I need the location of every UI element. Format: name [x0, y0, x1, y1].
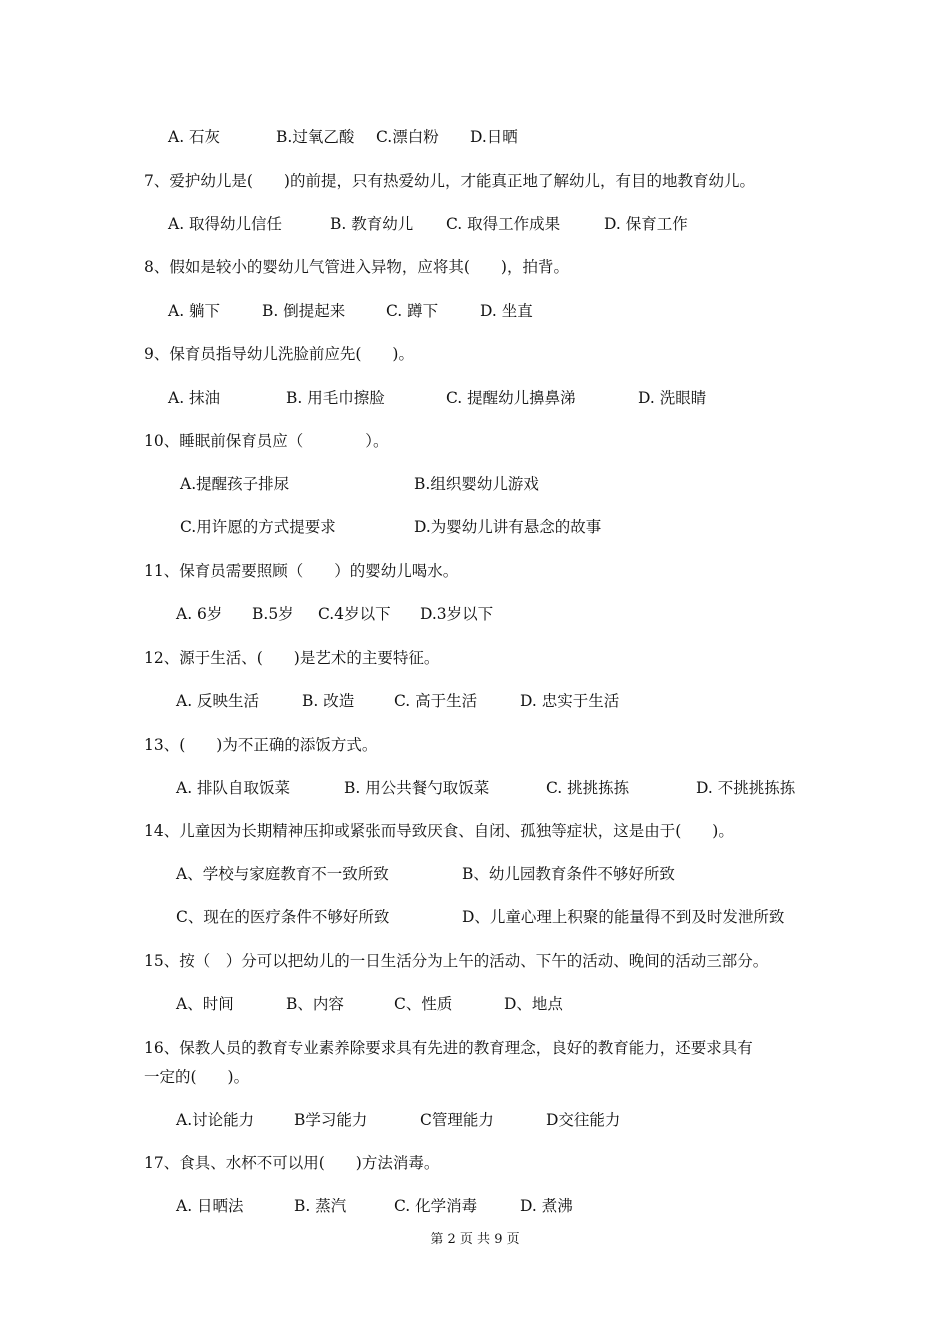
q6-option-c: C.漂白粉 [376, 128, 439, 146]
q6-option-a: A. 石灰 [168, 128, 221, 146]
q8-option-b: B. 倒提起来 [262, 302, 346, 320]
q14-stem: 14、儿童因为长期精神压抑或紧张而导致厌食、自闭、孤独等症状，这是由于( )。 [144, 822, 734, 840]
q7-stem: 7、爱护幼儿是( )的前提，只有热爱幼儿，才能真正地了解幼儿，有目的地教育幼儿。 [144, 172, 755, 190]
q15-option-a: A、时间 [176, 995, 234, 1013]
q9-option-c: C. 提醒幼儿擤鼻涕 [446, 389, 576, 407]
q16-option-d: D交往能力 [546, 1111, 621, 1129]
q11-option-d: D.3岁以下 [420, 605, 494, 623]
q15-option-d: D、地点 [504, 995, 563, 1013]
q7-option-c: C. 取得工作成果 [446, 215, 561, 233]
q16-option-a: A.讨论能力 [176, 1111, 255, 1129]
q14-option-a: A、学校与家庭教育不一致所致 [176, 865, 389, 883]
q9-option-b: B. 用毛巾擦脸 [286, 389, 385, 407]
q10-option-b: B.组织婴幼儿游戏 [414, 475, 539, 493]
q13-option-a: A. 排队自取饭菜 [176, 779, 291, 797]
q11-stem: 11、保育员需要照顾（ ）的婴幼儿喝水。 [144, 562, 459, 580]
q15-stem: 15、按（ ）分可以把幼儿的一日生活分为上午的活动、下午的活动、晚间的活动三部分。 [144, 952, 769, 970]
q15-option-b: B、内容 [286, 995, 344, 1013]
q10-stem: 10、睡眠前保育员应（ ）。 [144, 432, 389, 450]
q16-option-b: B学习能力 [294, 1111, 368, 1129]
q12-option-b: B. 改造 [302, 692, 355, 710]
q14-option-c: C、现在的医疗条件不够好所致 [176, 908, 390, 926]
q6-option-d: D.日晒 [470, 128, 518, 146]
q9-option-a: A. 抹油 [168, 389, 221, 407]
q15-option-c: C、性质 [394, 995, 453, 1013]
q17-stem: 17、食具、水杯不可以用( )方法消毒。 [144, 1154, 440, 1172]
q10-option-a: A.提醒孩子排尿 [180, 475, 290, 493]
q6-option-b: B.过氧乙酸 [276, 128, 355, 146]
q13-option-b: B. 用公共餐勺取饭菜 [344, 779, 490, 797]
q8-option-c: C. 蹲下 [386, 302, 439, 320]
q13-stem: 13、( )为不正确的添饭方式。 [144, 736, 378, 754]
q12-option-c: C. 高于生活 [394, 692, 478, 710]
q8-option-a: A. 躺下 [168, 302, 221, 320]
q16-option-c: C管理能力 [420, 1111, 494, 1129]
q17-option-c: C. 化学消毒 [394, 1197, 478, 1215]
q12-option-d: D. 忠实于生活 [520, 692, 620, 710]
q17-option-a: A. 日晒法 [176, 1197, 244, 1215]
q9-stem: 9、保育员指导幼儿洗脸前应先( )。 [144, 345, 414, 363]
q10-option-c: C.用许愿的方式提要求 [180, 518, 336, 536]
q7-option-a: A. 取得幼儿信任 [168, 215, 283, 233]
q16-stem: 16、保教人员的教育专业素养除要求具有先进的教育理念，良好的教育能力，还要求具有 [144, 1039, 753, 1057]
q9-option-d: D. 洗眼睛 [638, 389, 707, 407]
q16-stem-continued: 一定的( )。 [144, 1068, 250, 1086]
q14-option-d: D、儿童心理上积聚的能量得不到及时发泄所致 [462, 908, 785, 926]
q11-option-a: A. 6岁 [176, 605, 223, 623]
q7-option-b: B. 教育幼儿 [330, 215, 414, 233]
q13-option-c: C. 挑挑拣拣 [546, 779, 630, 797]
q17-option-d: D. 煮沸 [520, 1197, 573, 1215]
q13-option-d: D. 不挑挑拣拣 [696, 779, 796, 797]
q11-option-c: C.4岁以下 [318, 605, 391, 623]
q8-option-d: D. 坐直 [480, 302, 533, 320]
q11-option-b: B.5岁 [252, 605, 294, 623]
q12-stem: 12、源于生活、( )是艺术的主要特征。 [144, 649, 440, 667]
q7-option-d: D. 保育工作 [604, 215, 688, 233]
q17-option-b: B. 蒸汽 [294, 1197, 347, 1215]
page-number-footer: 第 2 页 共 9 页 [430, 1232, 520, 1247]
q8-stem: 8、假如是较小的婴幼儿气管进入异物，应将其( )，拍背。 [144, 258, 569, 276]
q14-option-b: B、幼儿园教育条件不够好所致 [462, 865, 675, 883]
q12-option-a: A. 反映生活 [176, 692, 260, 710]
q10-option-d: D.为婴幼儿讲有悬念的故事 [414, 518, 602, 536]
